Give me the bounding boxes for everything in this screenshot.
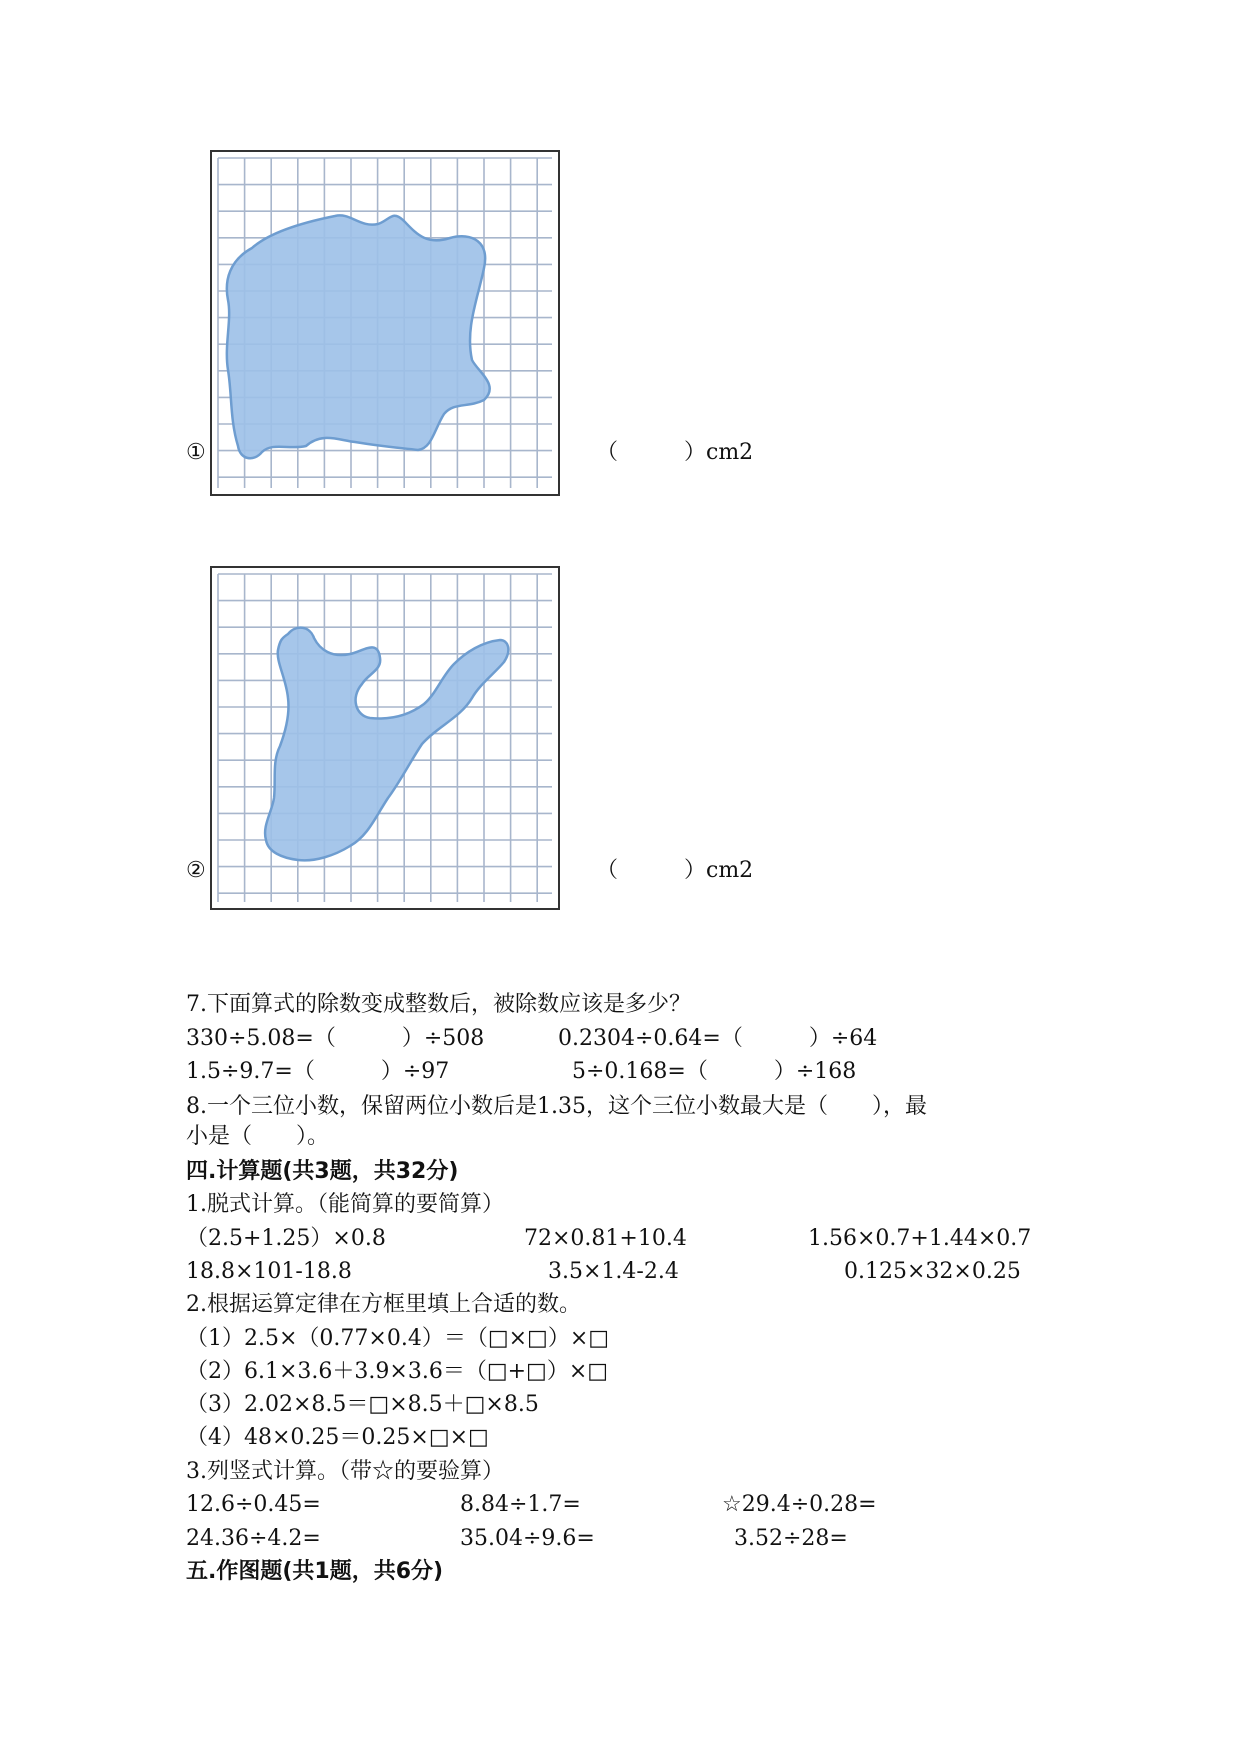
grid-figure-1 <box>210 150 560 496</box>
s4-q1-title: 1.脱式计算。（能简算的要简算） <box>186 1192 504 1217</box>
grid-figure-2 <box>210 566 560 910</box>
s4-q3-r2-c2: 35.04÷9.6= <box>460 1526 595 1551</box>
s4-q1-r2-c1: 18.8×101-18.8 <box>186 1259 352 1284</box>
figure-1-answer: （ ）cm2 <box>596 440 754 465</box>
s4-q1-r1-c2: 72×0.81+10.4 <box>524 1226 687 1251</box>
figure-1-marker: ① <box>186 440 206 465</box>
s4-q2-item-3: （3）2.02×8.5＝□×8.5＋□×8.5 <box>186 1392 539 1417</box>
q7-row2-b: 5÷0.168=（ ）÷168 <box>572 1059 857 1084</box>
section-5-heading: 五.作图题(共1题，共6分) <box>186 1559 444 1584</box>
s4-q1-r1-c3: 1.56×0.7+1.44×0.7 <box>808 1226 1032 1251</box>
s4-q2-item-1: （1）2.5×（0.77×0.4）＝（□×□）×□ <box>186 1326 610 1351</box>
s4-q3-r2-c3: 3.52÷28= <box>734 1526 848 1551</box>
q8-line1: 8.一个三位小数，保留两位小数后是1.35，这个三位小数最大是（ ），最 <box>186 1094 927 1119</box>
s4-q3-title: 3.列竖式计算。（带☆的要验算） <box>186 1459 504 1484</box>
q7-title: 7.下面算式的除数变成整数后，被除数应该是多少？ <box>186 992 691 1017</box>
s4-q1-r1-c1: （2.5+1.25）×0.8 <box>186 1226 386 1251</box>
section-4-heading: 四.计算题(共3题，共32分) <box>186 1159 459 1184</box>
s4-q3-r1-c2: 8.84÷1.7= <box>460 1492 581 1517</box>
q7-row1-a: 330÷5.08=（ ）÷508 <box>186 1026 485 1051</box>
s4-q2-item-2: （2）6.1×3.6＋3.9×3.6＝（□+□）×□ <box>186 1359 609 1384</box>
q8-line2: 小是（ ）。 <box>186 1124 330 1149</box>
figure-2 <box>210 566 560 910</box>
figure-2-answer: （ ）cm2 <box>596 858 754 883</box>
q7-row2-a: 1.5÷9.7=（ ）÷97 <box>186 1059 450 1084</box>
s4-q2-title: 2.根据运算定律在方框里填上合适的数。 <box>186 1292 581 1317</box>
s4-q3-r1-c3: ☆29.4÷0.28= <box>722 1492 877 1517</box>
figure-2-marker: ② <box>186 858 206 883</box>
figure-1 <box>210 150 560 496</box>
s4-q1-r2-c3: 0.125×32×0.25 <box>844 1259 1021 1284</box>
s4-q1-r2-c2: 3.5×1.4-2.4 <box>548 1259 679 1284</box>
q7-row1-b: 0.2304÷0.64=（ ）÷64 <box>558 1026 878 1051</box>
s4-q3-r1-c1: 12.6÷0.45= <box>186 1492 321 1517</box>
s4-q3-r2-c1: 24.36÷4.2= <box>186 1526 321 1551</box>
s4-q2-item-4: （4）48×0.25＝0.25×□×□ <box>186 1425 489 1450</box>
